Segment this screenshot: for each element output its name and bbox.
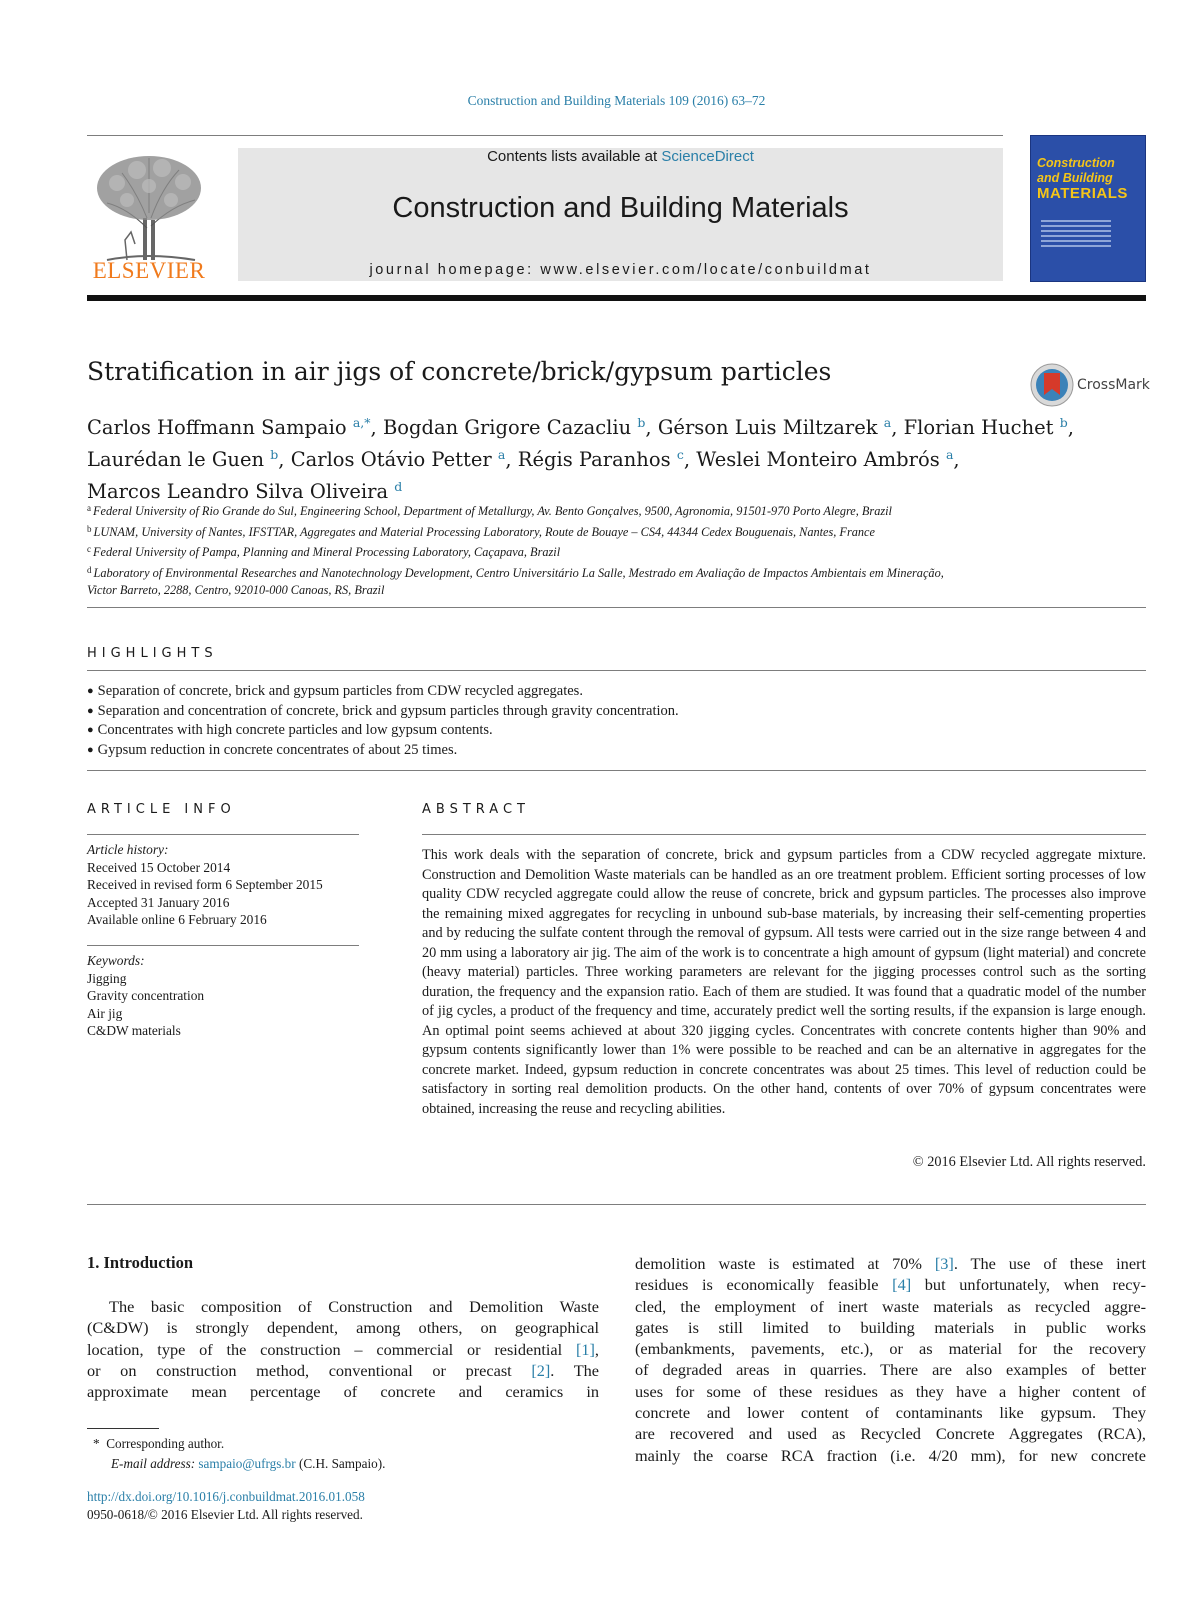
- paragraph-line: [635, 1338, 1146, 1359]
- highlight-item: [87, 682, 1146, 702]
- paragraph-line: [635, 1253, 1146, 1274]
- crossmark-icon[interactable]: [1030, 363, 1074, 407]
- highlight-item: [87, 741, 1146, 761]
- bullet-icon: ●: [87, 743, 94, 756]
- affiliation-line: [87, 562, 1157, 583]
- highlights-heading: HIGHLIGHTS: [87, 646, 218, 661]
- author-affiliation-mark[interactable]: b: [270, 447, 279, 462]
- citation-link[interactable]: [4]: [892, 1275, 912, 1295]
- line-text: mainly the coarse RCA fraction (i.e. 4/20 mm), for new concrete: [635, 1445, 1146, 1465]
- author-affiliation-mark[interactable]: d: [394, 479, 403, 494]
- paragraph-line: [87, 1381, 599, 1402]
- author-affiliation-mark[interactable]: a: [945, 447, 954, 462]
- keywords-label: Keywords:: [87, 953, 145, 968]
- author-separator: ,: [645, 416, 658, 439]
- keyword: Gravity concentration: [87, 988, 205, 1003]
- cover-text-lines: [1041, 220, 1111, 250]
- author-affiliation-mark[interactable]: b: [1059, 415, 1068, 430]
- bullet-icon: ●: [87, 724, 94, 736]
- highlight-item: [87, 702, 1146, 722]
- journal-citation[interactable]: Construction and Building Materials 109 (2016) 63–72: [467, 93, 766, 108]
- email-link[interactable]: sampaio@ufrgs.br: [198, 1455, 296, 1471]
- abstract-rule: [422, 834, 1146, 835]
- highlights-rule-bottom: [87, 770, 1146, 771]
- email-label: E-mail address:: [111, 1455, 199, 1471]
- paragraph-line: [635, 1381, 1146, 1402]
- highlight-text: Separation of concrete, brick and gypsum particles from CDW recycled aggregates.: [97, 683, 583, 699]
- affiliation-text: Laboratory of Environmental Researches and Nanotechnology Development, Centro Universitário La Salle, Mestrado em Avaliação de Impactos Ambientais em Mineração,: [93, 565, 944, 580]
- paragraph-line: [87, 1296, 599, 1317]
- affiliation-text: LUNAM, University of Nantes, IFSTTAR, Aggregates and Material Processing Laboratory, Route de Bouaye – CS4, 44344 Cedex Bouguenais, Nantes, France: [93, 524, 875, 539]
- author-separator: ,: [891, 416, 904, 439]
- author-name[interactable]: Laurédan le Guen: [87, 448, 265, 471]
- highlights-rule-top: [87, 670, 1146, 671]
- line-text: (embankments, pavements, etc.), or as material for the recovery: [635, 1339, 1146, 1359]
- keyword: Jigging: [87, 970, 127, 986]
- sciencedirect-link[interactable]: ScienceDirect: [661, 148, 754, 165]
- paragraph-line: [635, 1296, 1146, 1317]
- intro-right-column: [635, 1253, 1146, 1466]
- highlight-text: Separation and concentration of concrete, brick and gypsum particles through gravity concentration.: [97, 702, 679, 719]
- author-name[interactable]: Régis Paranhos: [517, 448, 671, 471]
- author-list: [87, 409, 1157, 505]
- journal-homepage[interactable]: journal homepage: www.elsevier.com/locate/conbuildmat: [369, 262, 872, 278]
- abstract-bottom-rule: [87, 1204, 1146, 1205]
- affiliation-rule: [87, 607, 1146, 608]
- line-text: (C&DW) is strongly dependent, among others, on geographical: [87, 1318, 599, 1338]
- author-affiliation-mark[interactable]: b: [637, 415, 646, 430]
- crossmark-label[interactable]: CrossMark: [1077, 377, 1150, 393]
- author-name[interactable]: Marcos Leandro Silva Oliveira: [87, 480, 389, 503]
- bullet-icon: ●: [87, 704, 94, 717]
- line-text: gates is still limited to building materials in public works: [635, 1317, 1146, 1337]
- line-text: or on construction method, conventional or precast: [87, 1360, 532, 1380]
- history-label: Article history:: [87, 842, 169, 857]
- author-name[interactable]: Florian Huchet: [903, 416, 1054, 439]
- citation-link[interactable]: [1]: [575, 1339, 595, 1359]
- author-separator: ,: [278, 448, 291, 471]
- affiliation-text: Federal University of Pampa, Planning and Mineral Processing Laboratory, Caçapava, Brazil: [93, 545, 561, 559]
- keywords: [87, 952, 359, 1040]
- author-affiliation-mark[interactable]: c: [676, 447, 684, 462]
- highlight-text: Concentrates with high concrete particles and low gypsum contents.: [97, 722, 493, 738]
- line-text: cled, the employment of inert waste materials as recycled aggre-: [635, 1296, 1146, 1316]
- affiliation-mark: c: [87, 544, 91, 554]
- author-separator: ,: [370, 416, 383, 439]
- header-thick-rule: [87, 295, 1146, 301]
- article-info-heading: ARTICLE INFO: [87, 802, 236, 817]
- contents-line: [238, 148, 1003, 165]
- paragraph-line: [87, 1317, 599, 1338]
- corresponding-label: Corresponding author.: [106, 1436, 225, 1451]
- affiliation-mark: b: [87, 523, 92, 534]
- introduction-heading: 1. Introduction: [87, 1253, 194, 1272]
- article-history: [87, 841, 359, 929]
- highlight-text: Gypsum reduction in concrete concentrates of about 25 times.: [97, 741, 458, 758]
- affiliation-mark: a: [87, 503, 91, 513]
- line-text: approximate mean percentage of concrete and ceramics in: [87, 1382, 599, 1402]
- line-text: uses for some of these residues as they have a higher content of: [635, 1381, 1146, 1401]
- author-affiliation-mark[interactable]: a: [883, 415, 892, 430]
- paragraph-line: [635, 1359, 1146, 1380]
- line-text: The basic composition of Construction and Demolition Waste: [109, 1297, 599, 1316]
- doi-block: [87, 1488, 365, 1524]
- line-text: location, type of the construction – commercial or residential: [87, 1339, 576, 1359]
- affiliation-text: Victor Barreto, 2288, Centro, 92010-000 Canoas, RS, Brazil: [87, 583, 385, 597]
- author-name[interactable]: Gérson Luis Miltzarek: [657, 416, 878, 439]
- footnote-star: *: [93, 1436, 100, 1451]
- author-line: [87, 441, 1157, 473]
- affiliation-text: Federal University of Rio Grande do Sul, Engineering School, Department of Metallurgy, Av. Bento Gonçalves, 9500, Agronomia, 91501-970 Porto Alegre, Brazil: [93, 504, 892, 518]
- cover-line3: MATERIALS: [1037, 185, 1128, 202]
- line-text: are recovered and used as Recycled Concrete Aggregates (RCA),: [635, 1424, 1146, 1444]
- journal-cover[interactable]: [1030, 135, 1146, 282]
- author-name[interactable]: Weslei Monteiro Ambrós: [696, 448, 940, 471]
- email-suffix: (C.H. Sampaio).: [295, 1455, 386, 1471]
- history-entry: Available online 6 February 2016: [87, 912, 267, 927]
- paragraph-line: [635, 1423, 1146, 1444]
- bullet-icon: ●: [87, 685, 94, 697]
- line-text: demolition waste is estimated at 70%: [635, 1254, 935, 1273]
- cover-title: [1037, 156, 1143, 201]
- author-separator: ,: [1067, 416, 1074, 439]
- author-line: [87, 409, 1157, 441]
- line-text: residues is economically feasible: [635, 1275, 893, 1295]
- intro-left-column: [87, 1296, 599, 1402]
- doi-link[interactable]: http://dx.doi.org/10.1016/j.conbuildmat.2016.01.058: [87, 1489, 365, 1504]
- paragraph-line: [635, 1445, 1146, 1466]
- affiliation-line: [87, 521, 1157, 542]
- author-name[interactable]: Carlos Hoffmann Sampaio: [87, 416, 347, 439]
- article-title: Stratification in air jigs of concrete/brick/gypsum particles: [87, 357, 832, 386]
- keywords-rule: [87, 945, 359, 946]
- affiliation-line: [87, 582, 1157, 600]
- line-text: concrete and lower content of contaminants like gypsum. They: [635, 1403, 1146, 1423]
- header-rule: [87, 135, 1003, 136]
- paragraph-line: [635, 1317, 1146, 1338]
- keyword: C&DW materials: [87, 1023, 181, 1038]
- history-entry: Received 15 October 2014: [87, 859, 231, 875]
- history-entry: Received in revised form 6 September 2015: [87, 877, 323, 892]
- paragraph-line: [635, 1402, 1146, 1423]
- affiliation-line: [87, 541, 1157, 562]
- cover-line2: and Building: [1037, 171, 1113, 185]
- author-affiliation-mark[interactable]: a,*: [352, 415, 371, 430]
- paragraph-line: [635, 1274, 1146, 1295]
- author-separator: ,: [953, 448, 960, 471]
- abstract-heading: ABSTRACT: [422, 802, 530, 817]
- line-text: . The: [550, 1360, 600, 1380]
- cover-line1: Construction: [1037, 156, 1115, 170]
- line-text: . The use of these inert: [953, 1254, 1146, 1273]
- highlights-list: [87, 682, 1146, 760]
- line-text: but unfortunately, when recy-: [911, 1275, 1146, 1295]
- paragraph-line: [87, 1360, 599, 1381]
- line-text: of degraded areas in quarries. There are also examples of better: [635, 1360, 1146, 1380]
- journal-name: Construction and Building Materials: [392, 192, 849, 224]
- line-text: ,: [594, 1339, 599, 1359]
- paragraph-line: [87, 1339, 599, 1360]
- abstract-copyright: © 2016 Elsevier Ltd. All rights reserved.: [912, 1154, 1146, 1170]
- corresponding-author-footnote: [93, 1434, 385, 1473]
- footnote-rule: [87, 1428, 159, 1429]
- affiliations: [87, 500, 1157, 600]
- author-name[interactable]: Carlos Otávio Petter: [290, 448, 492, 471]
- author-affiliation-mark[interactable]: a: [497, 447, 506, 462]
- abstract-text: This work deals with the separation of concrete, brick and gypsum particles from a CDW recycled aggregate mixture. Construction and Demolition Waste materials can be handled as an ore treatment problem. Efficient sorting processes of low quality CDW recycled aggregate could allow the reuse of concrete, brick and gypsum particles. The processes also improve the remaining mixed aggregates for recycling in unbound sub-base materials, by increasing their self-cementing properties and by reducing the sulfate content through the removal of gypsum. All tests were carried out in the size range between 4 and 20 mm using a laboratory air jig. The aim of the work is to concentrate a high amount of gypsum (light material) and concrete (heavy material) particles. Three working parameters are relevant for the jigging processes control such as the sorting duration, the frequency and the expansion ratio. Each of them are studied. It was found that a quadratic model of the number of jig cycles, a product of the frequency and time, accurately predict well the sorting results, if the expansion is large enough. An optimal point seems achieved at about 320 jigging cycles. Concentrates with concrete contents higher than 90% and gypsum contents significantly lower than 1% were possible to be reached and can be an alternative in aggregates for the concrete market. Indeed, gypsum reduction in concrete concentrates was about 25 times. This level of reduction could be satisfactory in sorting real demolition products. On the other hand, contents of over 70% of gypsum concentrates were obtained, increasing the reuse and recycling abilities.: [422, 847, 1146, 1117]
- highlight-item: [87, 721, 1146, 741]
- elsevier-wordmark: ELSEVIER: [92, 258, 206, 283]
- citation-link[interactable]: [2]: [531, 1360, 551, 1380]
- affiliation-line: [87, 500, 1157, 521]
- author-separator: ,: [505, 448, 518, 471]
- article-info-rule: [87, 834, 359, 835]
- affiliation-mark: d: [87, 564, 92, 575]
- history-entry: Accepted 31 January 2016: [87, 894, 230, 910]
- contents-prefix: Contents lists available at: [487, 148, 662, 165]
- issn-line: 0950-0618/© 2016 Elsevier Ltd. All rights reserved.: [87, 1507, 363, 1522]
- author-name[interactable]: Bogdan Grigore Cazacliu: [382, 416, 632, 439]
- citation-link[interactable]: [3]: [934, 1254, 954, 1273]
- author-separator: ,: [683, 448, 697, 471]
- keyword: Air jig: [87, 1005, 123, 1021]
